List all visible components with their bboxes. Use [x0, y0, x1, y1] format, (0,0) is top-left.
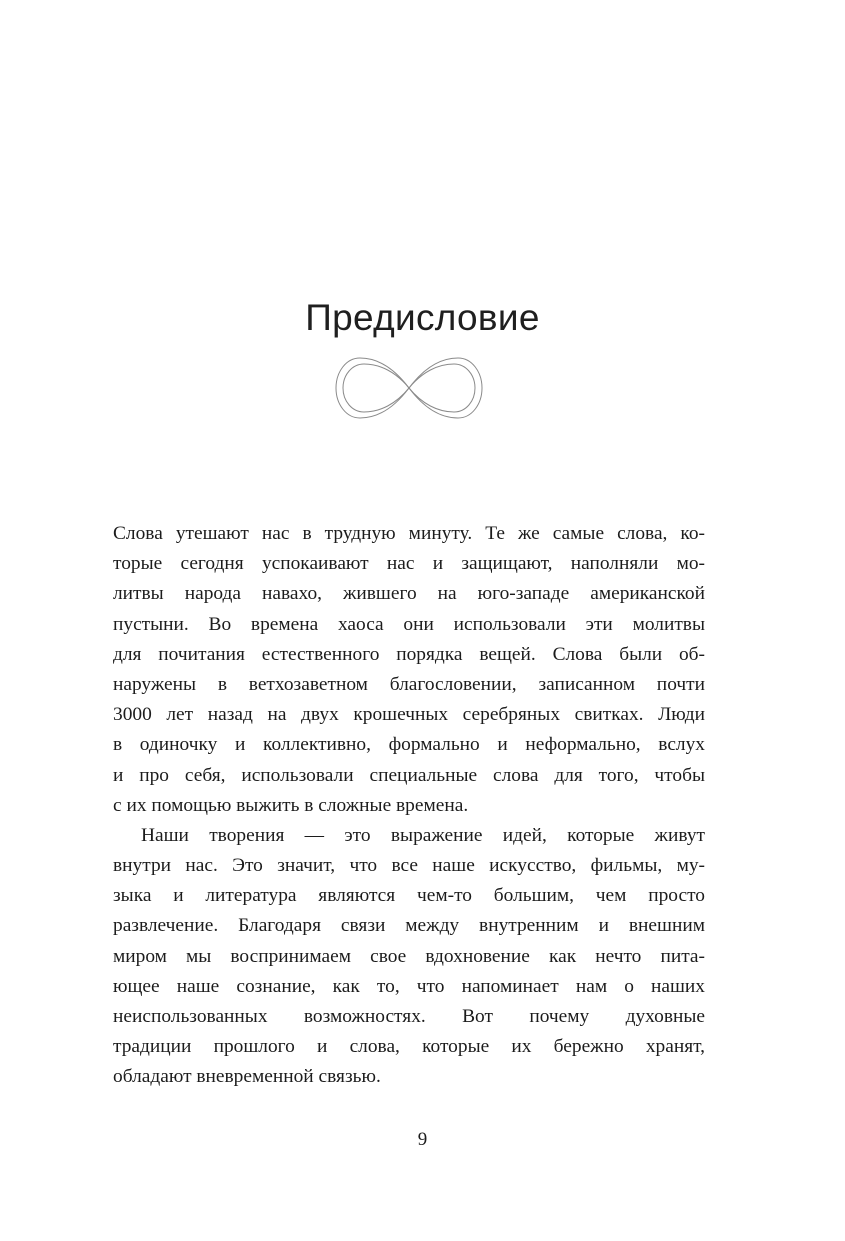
text-line: наружены в ветхозаветном благословении, записанном почти — [113, 673, 705, 695]
text-line: литвы народа навахо, жившего на юго-западе американской — [113, 583, 705, 605]
infinity-icon — [334, 352, 484, 424]
text-line: миром мы воспринимаем свое вдохновение как нечто пита- — [113, 945, 705, 967]
text-line: ющее наше сознание, как то, что напоминает нам о наших — [113, 975, 705, 997]
chapter-title: Предисловие — [305, 297, 540, 338]
text-line: традиции прошлого и слова, которые их бережно хранят, — [113, 1036, 705, 1058]
text-line: Наши творения — это выражение идей, которые живут — [141, 824, 705, 846]
paragraph — [113, 821, 705, 1093]
paragraph — [113, 519, 705, 821]
page-number: 9 — [417, 1129, 428, 1150]
text-line: с их помощью выжить в сложные времена. — [113, 794, 469, 816]
text-line: для почитания естественного порядка вещей. Слова были об- — [113, 643, 705, 665]
text-line: неиспользованных возможностях. Вот почему духовные — [113, 1006, 705, 1027]
text-line: и про себя, использовали специальные слова для того, чтобы — [113, 764, 705, 786]
text-line: развлечение. Благодаря связи между внутренним и внешним — [113, 915, 705, 937]
text-line: пустыни. Во времена хаоса они использовали эти молитвы — [113, 613, 705, 635]
text-line: 3000 лет назад на двух крошечных серебряных свитках. Люди — [113, 704, 705, 726]
body-text — [113, 519, 705, 1093]
text-line: обладают вневременной связью. — [113, 1066, 381, 1088]
text-line: в одиночку и коллективно, формально и неформально, вслух — [113, 734, 705, 756]
text-line: Слова утешают нас в трудную минуту. Те же самые слова, ко- — [113, 523, 705, 544]
text-line: торые сегодня успокаивают нас и защищают, наполняли мо- — [113, 553, 705, 575]
text-line: внутри нас. Это значит, что все наше искусство, фильмы, му- — [113, 855, 705, 877]
text-line: зыка и литература являются чем-то большим, чем просто — [113, 885, 705, 907]
